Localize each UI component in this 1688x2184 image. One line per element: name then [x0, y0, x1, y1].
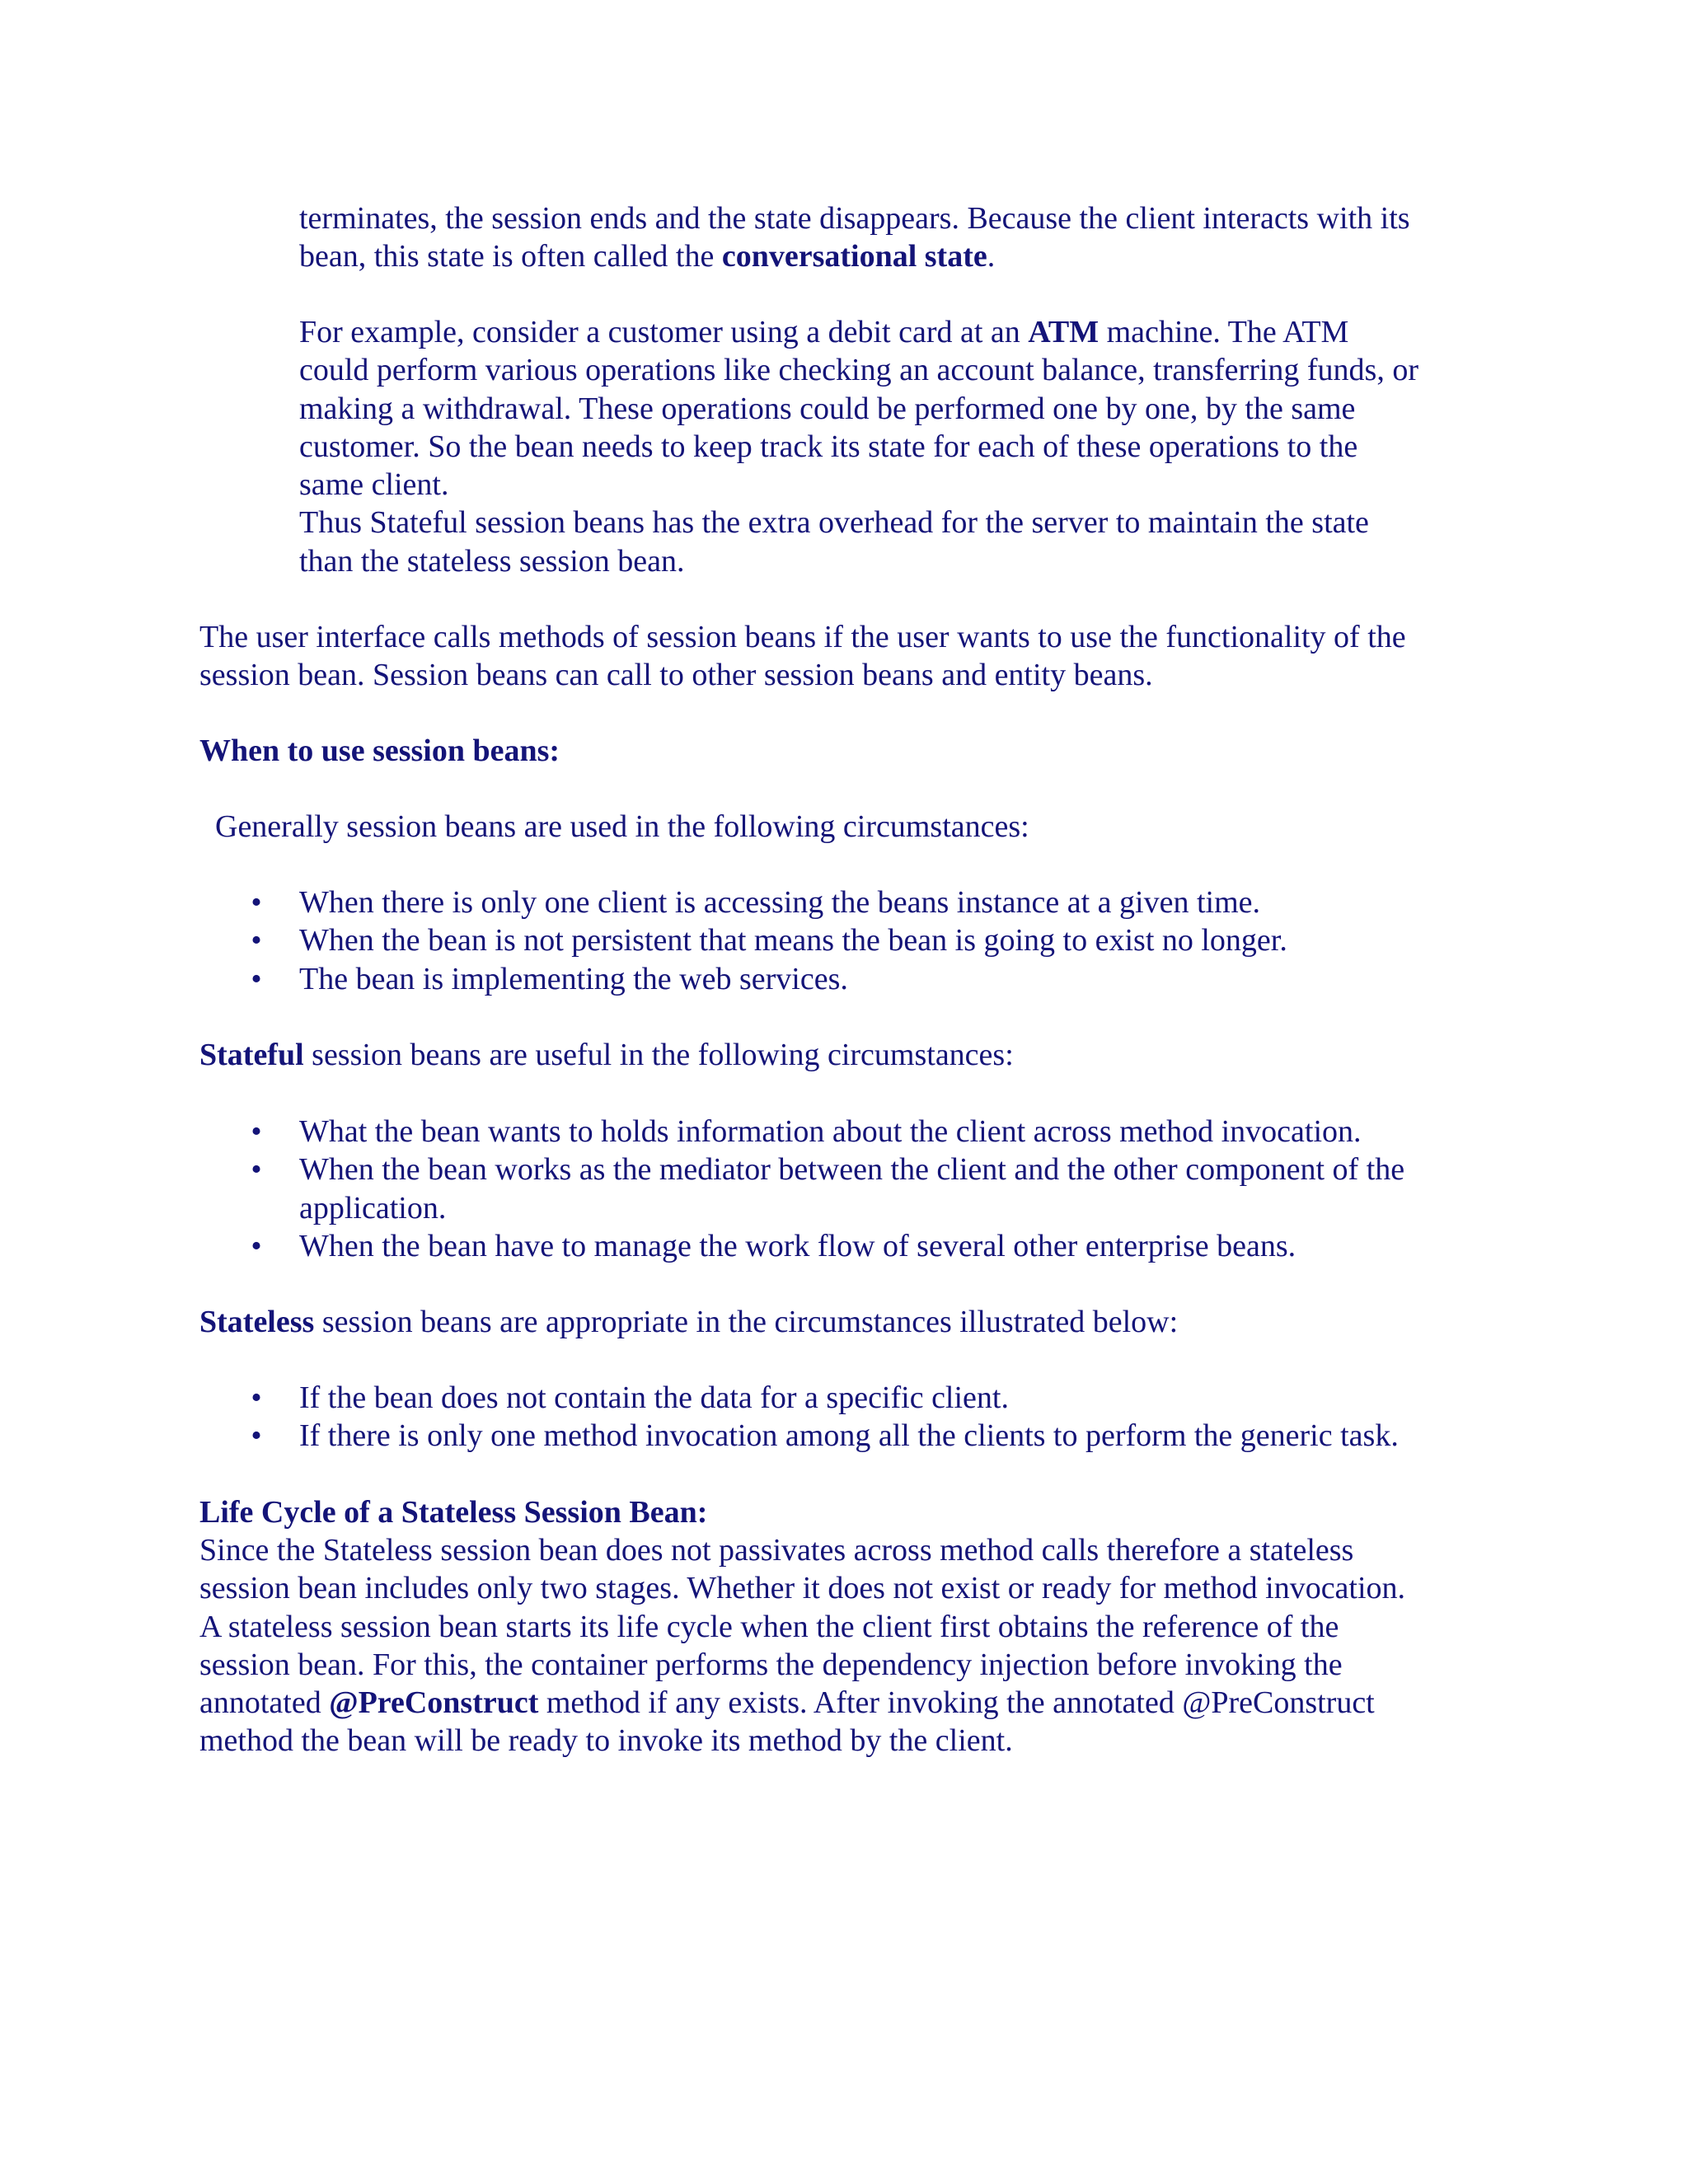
- bullet-icon: •: [251, 961, 262, 996]
- text-line: A stateless session bean starts its life cycle when the client first obtains the reference of the: [199, 1609, 1339, 1644]
- text-line: [199, 1303, 1178, 1341]
- bullet-icon: •: [251, 1152, 262, 1188]
- bullet-icon: •: [251, 885, 262, 920]
- text-line: method the bean will be ready to invoke its method by the client.: [199, 1723, 1013, 1759]
- list-item: [251, 1113, 1404, 1151]
- text-run: For example, consider a customer using a debit card at an: [299, 315, 1029, 349]
- heading-life-cycle: Life Cycle of a Stateless Session Bean:: [199, 1495, 708, 1530]
- list-item-text: If there is only one method invocation among all the clients to perform the generic task.: [299, 1418, 1399, 1454]
- list-item-text: application.: [299, 1190, 447, 1226]
- bold-term: Stateful: [199, 1038, 304, 1072]
- text-run: session beans are useful in the following circumstances:: [303, 1038, 1014, 1072]
- bold-term: Stateless: [199, 1305, 315, 1339]
- bullet-icon: •: [251, 1228, 262, 1263]
- text-line: terminates, the session ends and the state disappears. Because the client interacts with its: [299, 201, 1410, 236]
- bullet-icon: •: [251, 923, 262, 958]
- heading-when-to-use: When to use session beans:: [199, 733, 560, 768]
- paragraph-generally: [215, 808, 1029, 846]
- bold-term: ATM: [1028, 315, 1100, 349]
- list-item: [251, 1417, 1399, 1455]
- bold-term: @PreConstruct: [329, 1685, 539, 1721]
- list-item-text: When the bean is not persistent that means the bean is going to exist no longer.: [299, 923, 1287, 958]
- text-run: bean, this state is often called the: [299, 239, 722, 274]
- text-line: [199, 1036, 1014, 1074]
- list-item: [251, 1227, 1404, 1265]
- list-item-text: The bean is implementing the web services.: [299, 961, 848, 996]
- text-line: Since the Stateless session bean does not passivates across method calls therefore a stateless: [199, 1533, 1354, 1568]
- bullet-icon: •: [251, 1114, 262, 1149]
- text-line: could perform various operations like checking an account balance, transferring funds, or: [299, 353, 1418, 388]
- list-item: [251, 960, 1287, 998]
- list-item-continuation: [299, 1189, 1404, 1227]
- paragraph-stateful-intro: [199, 1036, 1014, 1074]
- paragraph-life-cycle: [199, 1531, 1405, 1760]
- list-item: [251, 883, 1287, 921]
- text-line: customer. So the bean needs to keep track its state for each of these operations to the: [299, 429, 1358, 464]
- list-item: [251, 1379, 1399, 1417]
- text-run: machine. The ATM: [1099, 315, 1349, 349]
- text-line: [199, 1684, 1405, 1722]
- list-item: [251, 921, 1287, 959]
- text-line: Generally session beans are used in the following circumstances:: [215, 809, 1029, 844]
- text-line: session bean. For this, the container performs the dependency injection before invoking the: [199, 1647, 1343, 1682]
- list-item-text: When the bean have to manage the work flow of several other enterprise beans.: [299, 1228, 1296, 1263]
- stateful-circumstances-list: [251, 1113, 1405, 1265]
- text-line: Thus Stateful session beans has the extra overhead for the server to maintain the state: [299, 505, 1369, 541]
- list-item: [251, 1151, 1405, 1188]
- bold-term: conversational state: [721, 239, 987, 274]
- text-line: same client.: [299, 467, 449, 503]
- list-item-text: What the bean wants to holds information about the client across method invocation.: [299, 1114, 1362, 1149]
- text-run: annotated: [199, 1685, 330, 1721]
- paragraph-atm-example: [299, 313, 1418, 580]
- bullet-icon: •: [251, 1380, 262, 1415]
- text-run: method if any exists. After invoking the annotated @PreConstruct: [538, 1685, 1375, 1721]
- paragraph-user-interface: [199, 618, 1406, 695]
- general-circumstances-list: [251, 883, 1287, 998]
- text-line: session bean. Session beans can call to other session beans and entity beans.: [199, 658, 1153, 693]
- text-line: [299, 237, 1410, 275]
- list-item-text: When there is only one client is accessing the beans instance at a given time.: [299, 885, 1260, 920]
- text-line: The user interface calls methods of session beans if the user wants to use the functionality of the: [199, 620, 1406, 654]
- text-line: session bean includes only two stages. Whether it does not exist or ready for method invocation.: [199, 1571, 1406, 1606]
- paragraph-conversational-state: [299, 199, 1410, 276]
- text-line: than the stateless session bean.: [299, 543, 685, 579]
- paragraph-stateless-intro: [199, 1303, 1178, 1341]
- text-run: .: [987, 239, 996, 274]
- bullet-icon: •: [251, 1418, 262, 1454]
- list-item-text: When the bean works as the mediator between the client and the other component of the: [299, 1152, 1405, 1188]
- text-line: [299, 313, 1418, 351]
- stateless-circumstances-list: [251, 1379, 1399, 1455]
- list-item-text: If the bean does not contain the data for a specific client.: [299, 1380, 1009, 1415]
- text-line: making a withdrawal. These operations could be performed one by one, by the same: [299, 391, 1356, 426]
- text-run: session beans are appropriate in the circumstances illustrated below:: [314, 1305, 1179, 1339]
